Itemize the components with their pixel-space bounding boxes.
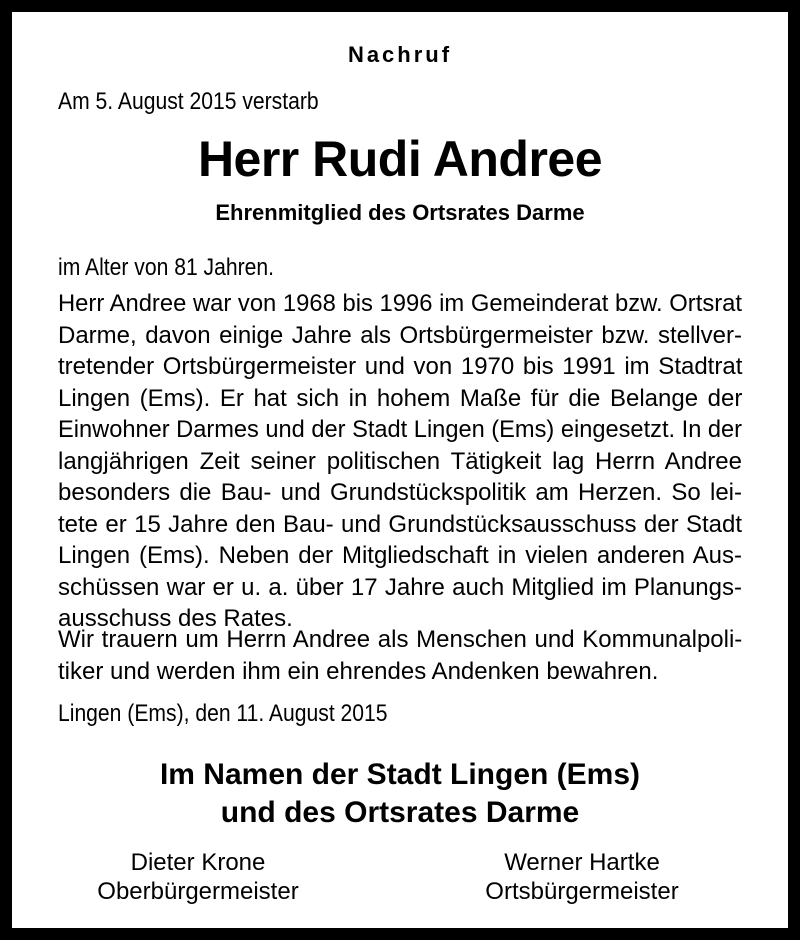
behalf-line-1: Im Namen der Stadt Lingen (Ems) <box>159 758 641 791</box>
paragraph-line: Einwohner Darmes und der Stadt Lingen (Ems) eingesetzt. In der <box>58 416 743 443</box>
place-date-line: Lingen (Ems), den 11. August 2015 <box>58 700 388 727</box>
signatory-name: Werner Hartke <box>504 849 660 876</box>
age-line: im Alter von 81 Jahren. <box>58 254 275 281</box>
intro-line: Am 5. August 2015 verstarb <box>58 88 319 115</box>
paragraph-line: schüssen war er u. a. über 17 Jahre auch Mitglied im Planungs- <box>58 573 742 601</box>
obituary-notice <box>12 12 788 928</box>
paragraph-line: langjährigen Zeit seiner politischen Tätigkeit lag Herrn Andree <box>58 447 742 475</box>
biography-paragraph <box>58 288 742 635</box>
deceased-name: Herr Rudi Andree <box>197 131 603 187</box>
paragraph-line: Lingen (Ems). Neben der Mitgliedschaft in vielen anderen Aus- <box>58 542 742 569</box>
mourning-paragraph <box>58 624 742 687</box>
signatory-name: Dieter Krone <box>130 849 266 876</box>
paragraph-line: Wir trauern um Herrn Andree als Menschen und Kommunalpoli- <box>58 626 743 653</box>
paragraph-line: ausschuss des Rates. <box>58 605 293 632</box>
behalf-line-2: und des Ortsrates Darme <box>220 796 580 829</box>
honorary-title: Ehrenmitglied des Ortsrates Darme <box>215 200 585 225</box>
paragraph-line: Herr Andree war von 1968 bis 1996 im Gemeinderat bzw. Ortsrat <box>58 290 742 317</box>
signatory-right <box>432 848 732 906</box>
paragraph-line: Lingen (Ems). Er hat sich in hohem Maße für die Belange der <box>58 384 743 412</box>
notice-heading: Nachruf <box>347 42 453 67</box>
paragraph-line: tretender Ortsbürgermeister und von 1970 bis 1991 im Stadtrat <box>58 353 743 380</box>
paragraph-line: besonders die Bau- und Grundstückspolitik am Herzen. So lei- <box>58 479 742 506</box>
signatory-role: Ortsbürgermeister <box>485 878 679 905</box>
paragraph-line: tete er 15 Jahre den Bau- und Grundstücksausschuss der Stadt <box>58 510 742 538</box>
signatory-role: Oberbürgermeister <box>97 878 299 905</box>
paragraph-line: Darme, davon einige Jahre als Ortsbürgermeister bzw. stellver- <box>58 321 742 349</box>
paragraph-line: tiker und werden ihm ein ehrendes Andenken bewahren. <box>58 657 659 685</box>
signatory-left <box>48 848 348 906</box>
